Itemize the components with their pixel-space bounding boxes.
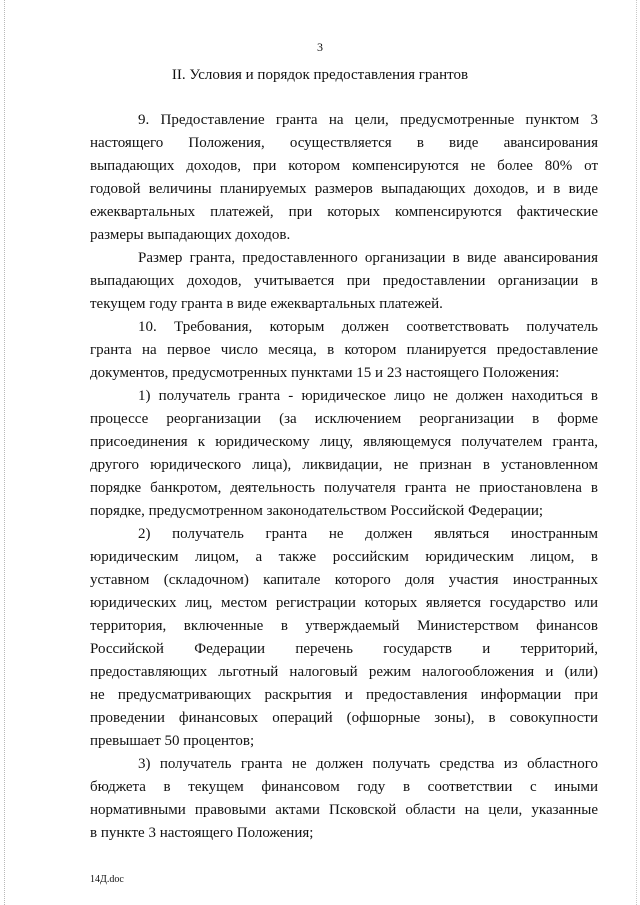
paragraph-line: ежеквартальных платежей, при которых компенсируются фактические <box>90 204 598 220</box>
paragraph-line: юридических лиц, местом регистрации которых является государство или <box>90 595 598 611</box>
paragraph-line: бюджета в текущем финансовом году в соответствии с иными <box>90 779 598 795</box>
paragraph-line: выпадающих доходов, при котором компенсируются не более 80% от <box>90 158 598 174</box>
paragraph-line: проведении финансовых операций (офшорные зоны), в совокупности <box>90 710 598 726</box>
paragraph-line: порядке банкротом, деятельность получателя гранта не приостановлена в <box>90 480 598 496</box>
paragraph-line: территория, включенные в утверждаемый Министерством финансов <box>90 618 598 634</box>
paragraph-line: присоединения к юридическому лицу, являющемуся получателем гранта, <box>90 434 598 450</box>
paragraph-line: настоящего Положения, осуществляется в виде авансирования <box>90 135 598 151</box>
paragraph-line: не предусматривающих раскрытия и предоставления информации при <box>90 687 598 703</box>
paragraph <box>90 109 598 247</box>
paragraph-line: 9. Предоставление гранта на цели, предусмотренные пунктом 3 <box>138 112 598 128</box>
paragraph <box>90 523 598 753</box>
paragraph-line: превышает 50 процентов; <box>90 733 255 749</box>
paragraph-line: предоставляющих льготный налоговый режим налогообложения и (или) <box>90 664 598 680</box>
paragraph-line: другого юридического лица), ликвидации, не признан в установленном <box>90 457 598 473</box>
paragraph-line: размеры выпадающих доходов. <box>90 227 291 243</box>
paragraph-line: 2) получатель гранта не должен являться иностранным <box>138 526 598 542</box>
paragraph-line: выпадающих доходов, учитывается при предоставлении организации в <box>90 273 598 289</box>
paragraph <box>90 753 598 845</box>
paragraph-line: текущем году гранта в виде ежеквартальных платежей. <box>90 296 443 312</box>
paragraph-line: в пункте 3 настоящего Положения; <box>90 825 314 841</box>
paragraph-line: Российской Федерации перечень государств и территорий, <box>90 641 598 657</box>
paragraph-line: нормативными правовыми актами Псковской области на цели, указанные <box>90 802 598 818</box>
paragraph-line: 3) получатель гранта не должен получать средства из областного <box>138 756 598 772</box>
paragraph <box>90 316 598 385</box>
paragraph-line: документов, предусмотренных пунктами 15 и 23 настоящего Положения: <box>90 365 560 381</box>
scan-edge-right <box>636 0 637 905</box>
paragraph-line: порядке, предусмотренном законодательством Российской Федерации; <box>90 503 544 519</box>
paragraph-line: 1) получатель гранта - юридическое лицо не должен находиться в <box>138 388 598 404</box>
paragraph-line: уставном (складочном) капитале которого доля участия иностранных <box>90 572 598 588</box>
paragraph-line: юридическим лицом, а также российским юридическим лицом, в <box>90 549 598 565</box>
page-number: 3 <box>317 40 323 54</box>
section-title: II. Условия и порядок предоставления грантов <box>171 67 469 83</box>
document-body <box>90 109 598 845</box>
paragraph-line: гранта на первое число месяца, в котором планируется предоставление <box>90 342 598 358</box>
paragraph-line: годовой величины планируемых размеров выпадающих доходов, и в виде <box>90 181 598 197</box>
paragraph-line: Размер гранта, предоставленного организации в виде авансирования <box>138 250 598 266</box>
paragraph-line: 10. Требования, которым должен соответствовать получатель <box>138 319 598 335</box>
footer-filename: 14Д.doc <box>90 874 124 885</box>
scan-edge-left <box>4 0 5 905</box>
paragraph <box>90 385 598 523</box>
paragraph <box>90 247 598 316</box>
paragraph-line: процессе реорганизации (за исключением реорганизации в форме <box>90 411 598 427</box>
